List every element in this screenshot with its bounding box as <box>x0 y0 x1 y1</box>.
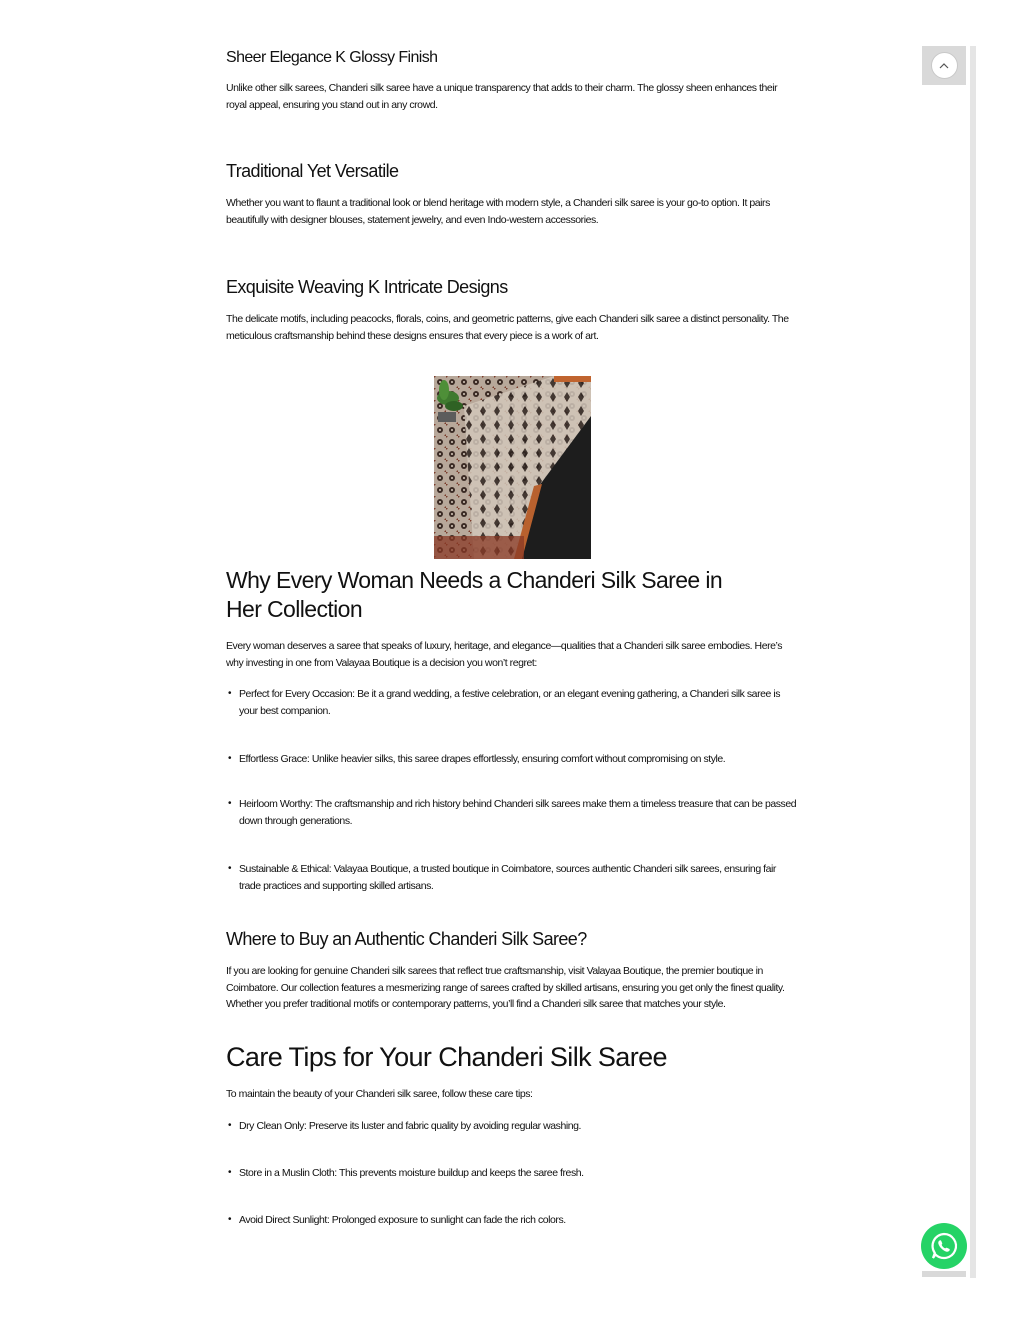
heading-why-every-woman: Why Every Woman Needs a Chanderi Silk Saree in Her Collection <box>226 567 723 622</box>
paragraph-why-every-woman: Every woman deserves a saree that speaks of luxury, heritage, and elegance—qualities that a Chanderi silk saree embodies. Here’s why investing in one from Valayaa Boutique is a decision you won’t regret: <box>226 640 783 669</box>
list-item: • Perfect for Every Occasion: Be it a grand wedding, a festive celebration, or an elegant evening gathering, a Chanderi silk saree is your best companion. <box>228 688 781 717</box>
bullet-mark: • <box>228 753 232 764</box>
whatsapp-button-base <box>922 1271 966 1277</box>
paragraph-sheer-elegance: Unlike other silk sarees, Chanderi silk saree have a unique transparency that adds to their charm. The glossy sheen enhances their royal appeal, ensuring you stand out in any crowd. <box>226 82 778 111</box>
paragraph-weaving: The delicate motifs, including peacocks, florals, coins, and geometric patterns, give each Chanderi silk saree a distinct personality. The meticulous craftsmanship behind these designs ensures that every piece is a work of art. <box>226 313 789 342</box>
heading-where-to-buy: Where to Buy an Authentic Chanderi Silk Saree? <box>226 929 587 949</box>
heading-sheer-elegance: Sheer Elegance K Glossy Finish <box>226 49 438 66</box>
list-item: • Effortless Grace: Unlike heavier silks, this saree drapes effortlessly, ensuring comfort without compromising on style. <box>226 751 798 768</box>
list-item: • Sustainable & Ethical: Valayaa Boutique, a trusted boutique in Coimbatore, sources authentic Chanderi silk sarees, ensuring fair trade practices and supporting skilled artisans. <box>228 863 776 892</box>
bullet-mark: • <box>228 863 232 874</box>
bullet-mark: • <box>228 1120 232 1131</box>
list-item: • Store in a Muslin Cloth: This prevents moisture buildup and keeps the saree fresh. <box>226 1165 798 1182</box>
bullet-mark: • <box>228 688 232 699</box>
page-scrollbar[interactable] <box>970 46 976 1278</box>
paragraph-where-to-buy: If you are looking for genuine Chanderi silk sarees that reflect true craftsmanship, visit Valayaa Boutique, the premier boutique in Coimbatore. Our collection features a mesmerizing range of sarees crafted by skilled artisans, ensuring you get only the finest quality. Whether you prefer traditional motifs or contemporary patterns, you’ll find a Chanderi silk saree that matches your style. <box>226 965 785 1010</box>
scroll-to-top-button[interactable] <box>922 46 966 85</box>
whatsapp-chat-button[interactable] <box>921 1223 967 1269</box>
heading-care-tips: Care Tips for Your Chanderi Silk Saree <box>226 1042 667 1072</box>
saree-product-image <box>434 376 591 559</box>
bullet-mark: • <box>228 798 232 809</box>
paragraph-traditional: Whether you want to flaunt a traditional look or blend heritage with modern style, a Chanderi silk saree is your go-to option. It pairs beautifully with designer blouses, statement jewelry, and even Indo-western accessories. <box>226 197 770 226</box>
bullet-mark: • <box>228 1167 232 1178</box>
heading-weaving: Exquisite Weaving K Intricate Designs <box>226 277 508 297</box>
heading-traditional: Traditional Yet Versatile <box>226 161 399 181</box>
bullet-mark: • <box>228 1214 232 1225</box>
paragraph-care-tips: To maintain the beauty of your Chanderi silk saree, follow these care tips: <box>226 1088 533 1100</box>
list-item: • Heirloom Worthy: The craftsmanship and rich history behind Chanderi silk sarees make them a timeless treasure that can be passed down through generations. <box>228 798 797 827</box>
chevron-up-icon <box>931 52 958 79</box>
list-item: • Dry Clean Only: Preserve its luster and fabric quality by avoiding regular washing. <box>226 1118 798 1135</box>
list-item: • Avoid Direct Sunlight: Prolonged exposure to sunlight can fade the rich colors. <box>226 1212 798 1229</box>
whatsapp-icon <box>929 1231 959 1261</box>
